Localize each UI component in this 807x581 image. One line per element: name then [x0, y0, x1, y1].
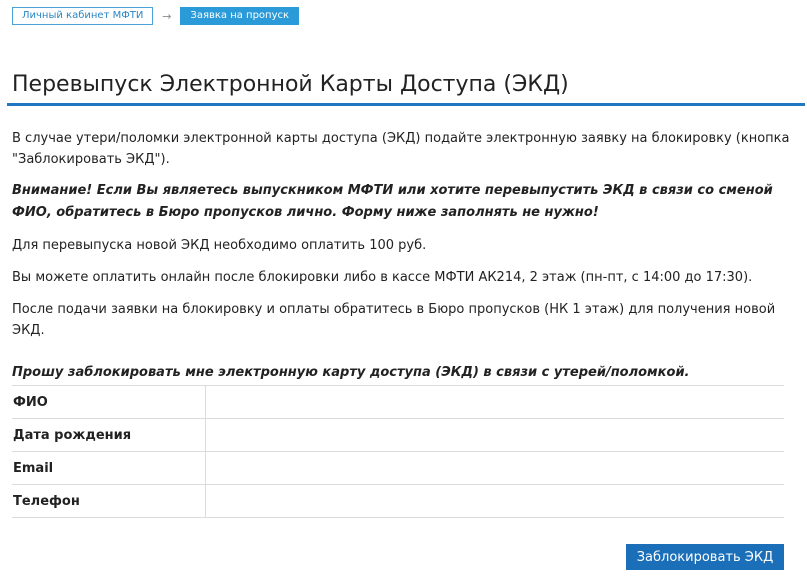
page-title: Перевыпуск Электронной Карты Доступа (ЭКД) — [12, 72, 569, 97]
after-text: После подачи заявки на блокировку и оплаты обратитесь в Бюро пропусков (НК 1 этаж) для получения новой ЭКД. — [12, 302, 776, 338]
title-divider — [7, 103, 805, 106]
request-text: Прошу заблокировать мне электронную карту доступа (ЭКД) в связи с утерей/поломкой. — [12, 365, 690, 380]
fio-input[interactable] — [206, 387, 784, 417]
form-row-phone — [12, 485, 784, 518]
instructions — [12, 128, 792, 383]
phone-input[interactable] — [206, 486, 784, 516]
birthdate-cell — [206, 419, 785, 452]
breadcrumb — [12, 7, 299, 25]
fio-cell — [206, 386, 785, 419]
intro-text: В случае утери/поломки электронной карты доступа (ЭКД) подайте электронную заявку на блокировку (кнопка "Заблокировать ЭКД"). — [12, 131, 790, 167]
email-cell — [206, 452, 785, 485]
phone-cell — [206, 485, 785, 518]
breadcrumb-link-account[interactable]: Личный кабинет МФТИ — [12, 7, 153, 25]
birthdate-input[interactable] — [206, 420, 784, 450]
breadcrumb-arrow-icon: → — [162, 9, 172, 23]
birthdate-label: Дата рождения — [12, 419, 206, 452]
fee-text: Для перевыпуска новой ЭКД необходимо оплатить 100 руб. — [12, 238, 427, 253]
payment-text: Вы можете оплатить онлайн после блокировки либо в кассе МФТИ АК214, 2 этаж (пн-пт, с 14:00 до 17:30). — [12, 270, 753, 285]
form-row-email — [12, 452, 784, 485]
breadcrumb-current: Заявка на пропуск — [180, 7, 299, 25]
phone-label: Телефон — [12, 485, 206, 518]
form-row-birthdate — [12, 419, 784, 452]
email-input[interactable] — [206, 453, 784, 483]
block-card-button[interactable]: Заблокировать ЭКД — [626, 544, 784, 570]
fio-label: ФИО — [12, 386, 206, 419]
form-row-fio — [12, 386, 784, 419]
warning-text: Внимание! Если Вы являетесь выпускником МФТИ или хотите перевыпустить ЭКД в связи со сменой ФИО, обратитесь в Бюро пропусков лично. Форму ниже заполнять не нужно! — [12, 183, 773, 220]
email-label: Email — [12, 452, 206, 485]
block-card-form — [12, 385, 784, 518]
